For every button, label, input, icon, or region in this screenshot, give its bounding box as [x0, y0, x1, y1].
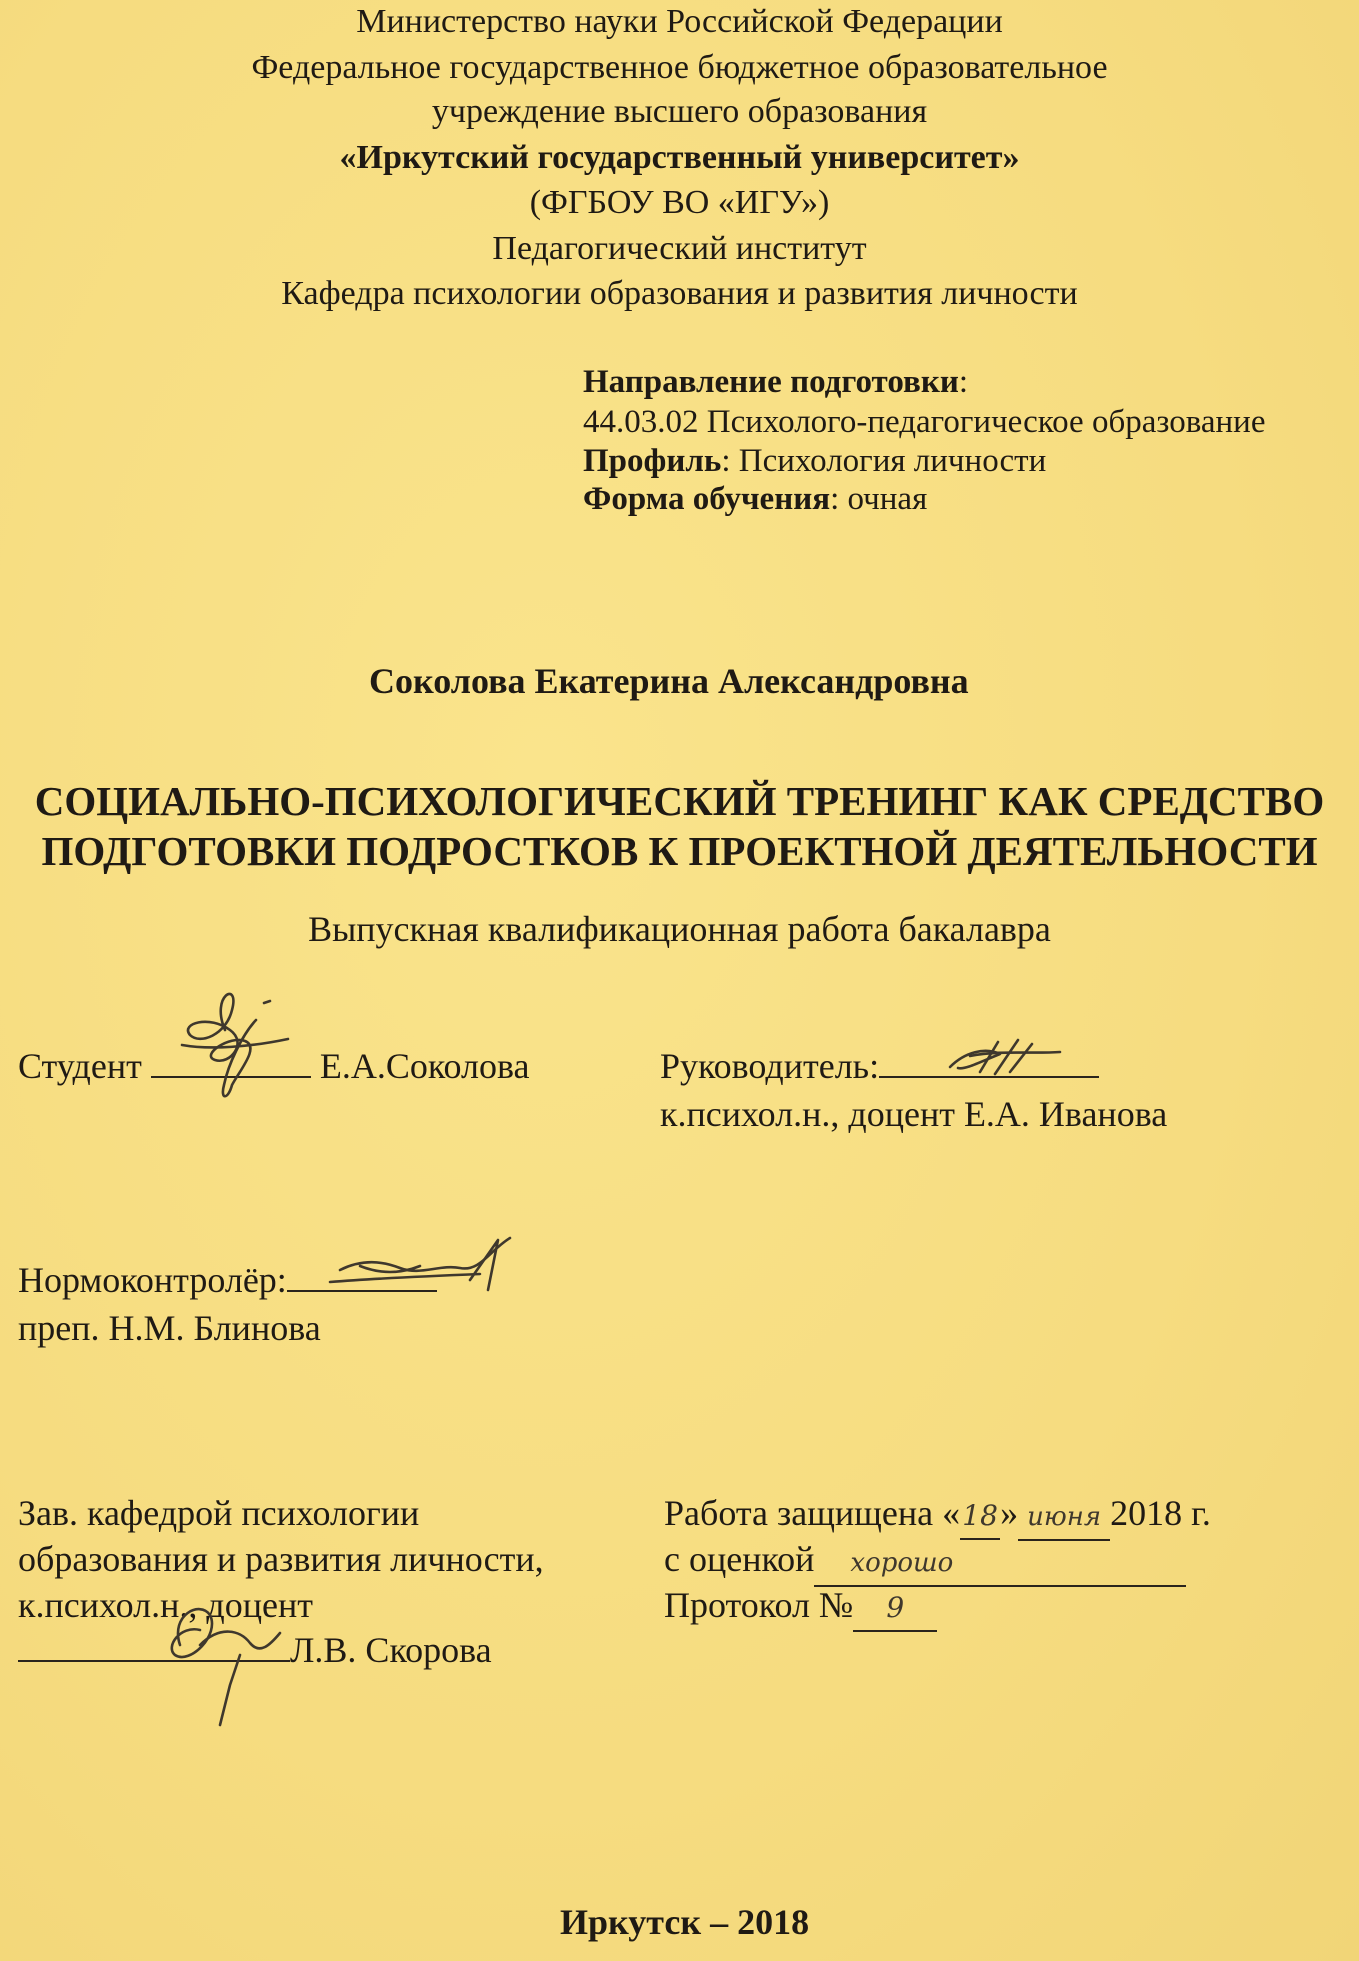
ministry-line: Министерство науки Российской Федерации	[356, 3, 1003, 40]
author-name: Соколова Екатерина Александровна	[369, 661, 969, 701]
student-signature-icon	[170, 975, 310, 1115]
grade-row	[664, 1537, 1186, 1587]
institution-line-2: учреждение высшего образования	[431, 93, 928, 130]
profile-value: Психология личности	[738, 443, 1047, 479]
department-name: Кафедра психологии образования и развития личности	[281, 275, 1078, 312]
work-type: Выпускная квалификационная работа бакалавра	[308, 909, 1051, 949]
defense-row: Работа защищена «18» июня 2018 г.	[664, 1491, 1211, 1541]
university-name: «Иркутский государственный университет»	[339, 139, 1020, 176]
student-name: Е.А.Соколова	[319, 1046, 530, 1086]
university-abbr: (ФГБОУ ВО «ИГУ»)	[529, 184, 830, 221]
head-title-line-3: к.психол.н., доцент	[18, 1585, 313, 1625]
thesis-title-line-2: ПОДГОТОВКИ ПОДРОСТКОВ К ПРОЕКТНОЙ ДЕЯТЕЛЬНОСТИ	[41, 828, 1318, 874]
supervisor-label: Руководитель:	[660, 1046, 880, 1086]
defense-year: 2018 г.	[1110, 1493, 1211, 1533]
direction-value: 44.03.02 Психолого-педагогическое образование	[583, 404, 1266, 440]
grade-label: с оценкой	[664, 1539, 815, 1579]
profile-row: Профиль: Психология личности	[583, 443, 1047, 479]
thesis-title-line-1: СОЦИАЛЬНО-ПСИХОЛОГИЧЕСКИЙ ТРЕНИНГ КАК СРЕДСТВО	[34, 778, 1325, 824]
direction-label: Направление подготовки	[583, 364, 959, 400]
defense-label: Работа защищена «	[664, 1493, 961, 1533]
city-year: Иркутск – 2018	[560, 1902, 810, 1942]
protocol-row	[664, 1583, 937, 1632]
student-label: Студент	[18, 1046, 142, 1086]
grade-value: хорошо	[814, 1541, 1186, 1587]
protocol-label: Протокол №	[664, 1585, 854, 1625]
defense-month: июня	[1018, 1495, 1110, 1541]
head-title-line-1: Зав. кафедрой психологии	[18, 1493, 420, 1533]
protocol-number: 9	[853, 1586, 937, 1632]
supervisor-name: к.психол.н., доцент Е.А. Иванова	[660, 1094, 1168, 1134]
normcontrol-signature-icon	[320, 1230, 540, 1310]
form-row: Форма обучения: очная	[583, 481, 928, 517]
normcontrol-name: преп. Н.М. Блинова	[18, 1308, 321, 1348]
head-title-line-2: образования и развития личности,	[18, 1539, 544, 1579]
profile-label: Профиль	[583, 443, 722, 479]
institute-name: Педагогический институт	[492, 230, 867, 267]
defense-day: 18	[960, 1494, 1000, 1540]
institution-line-1: Федеральное государственное бюджетное образовательное	[251, 49, 1108, 86]
head-signature-icon	[140, 1585, 300, 1735]
supervisor-signature-icon	[940, 1032, 1080, 1092]
form-value: очная	[847, 481, 928, 517]
head-name: Л.В. Скорова	[290, 1630, 492, 1670]
form-label: Форма обучения	[583, 481, 831, 517]
normcontrol-label: Нормоконтролёр:	[18, 1260, 287, 1300]
direction-row: Направление подготовки:	[583, 364, 969, 400]
